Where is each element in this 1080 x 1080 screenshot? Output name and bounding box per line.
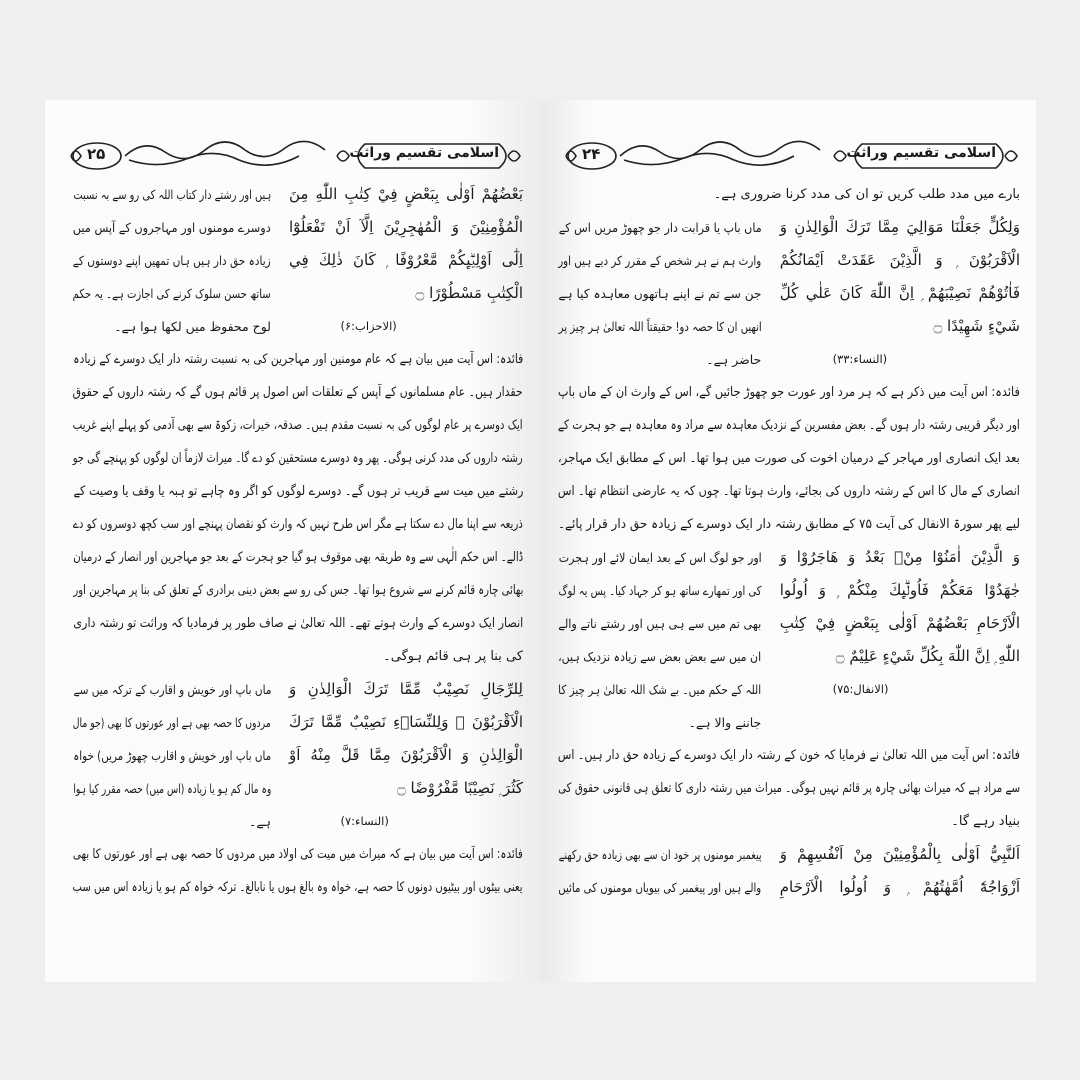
translation-line: جاننے والا ہے۔ [688, 715, 762, 730]
translation-line: ماں باپ اور خویش و اقارب چھوڑ مریں) خواہ [73, 748, 271, 763]
page-number: ۲۴ [582, 145, 601, 163]
book-page-left [45, 100, 539, 982]
translation-line: کی اور تمھارے ساتھ ہو کر جہاد کیا۔ پس یہ لوگ [558, 583, 762, 598]
arabic-verse [780, 838, 1020, 904]
translation-line: ہے۔ [249, 814, 271, 829]
text-line: رشتہ داروں کی مدد کرنی ہوگی۔ پھر وہ دوسرے مستحقین کو دے گا۔ میراث لازماً ان لوگوں کو پہنچے گی جو [73, 451, 523, 466]
text-line: اور دیگر قریبی رشتہ دار ہوں گے۔ بعض مفسرین کے نزدیک معاہدہ سے مراد وہ معاہدہ ہے جو ہجرت کے [558, 418, 1020, 433]
translation-line: اور جو لوگ اس کے بعد ایمان لائے اور ہجرت [558, 550, 762, 565]
paragraph [558, 376, 1020, 541]
text-line: فائدہ: اس آیت میں ذکر ہے کہ ہر مرد اور عورت جو چھوڑ جائیں گے، اس کے وارث ان کے ماں باپ [558, 385, 1020, 400]
arabic-verse [780, 541, 1020, 739]
arabic-line: الْاَرْحَامِ بَعْضُهُمْ اَوْلٰى بِبَعْضٍ فِيْ كِتٰبِ [779, 614, 1020, 632]
arabic-line: لِلرِّجَالِ نَصِيْبٌ مِّمَّا تَرَكَ الْوَالِدٰنِ وَ [289, 680, 523, 698]
text-line: رشتے میں میت سے قریب تر ہوں گے۔ دوسرے لوگوں کو اگر وہ چاہے تو ہبہ یا وقف یا وصیت کے [73, 484, 523, 499]
text-line: بنیاد رہے گا۔ [951, 814, 1020, 829]
page-header [562, 136, 1018, 176]
paragraph [73, 838, 523, 904]
urdu-translation [73, 673, 271, 838]
urdu-translation [558, 211, 761, 376]
translation-line: ماں باپ اور خویش و اقارب کے ترکہ میں سے [73, 682, 271, 697]
arabic-line: فَاٰتُوْهُمْ نَصِيْبَهُمْ ۭ اِنَّ اللّٰهَ كَانَ عَلٰي كُلِّ [779, 284, 1020, 302]
translation-line: جن سے تم نے اپنے ہاتھوں معاہدہ کیا ہے [558, 286, 762, 301]
arabic-line: شَيْءٍ شَهِيْدًا ۝ [933, 317, 1020, 335]
arabic-line: الْاَقْرَبُوْنَ ۠ وَلِلنِّسَاۗءِ نَصِيْبٌ مِّمَّا تَرَكَ [289, 713, 523, 731]
translation-line: مردوں کا حصہ بھی ہے اور عورتوں کا بھی (جو مال [73, 715, 271, 730]
arabic-line: وَلِكُلٍّ جَعَلْنَا مَوَالِيَ مِمَّا تَرَكَ الْوَالِدٰنِ وَ [779, 218, 1020, 236]
urdu-translation [558, 838, 761, 904]
page-header [67, 136, 521, 176]
page-content [558, 178, 1020, 904]
text-line: ایک دوسرے پر عام لوگوں کی بہ نسبت مقدم ہیں۔ صدقہ، خیرات، زکوۃ سے بھی آدمی کو پہلے اپنے غریب [73, 418, 523, 433]
arabic-verse [780, 211, 1020, 376]
text-line: فائدہ: اس آیت میں بیان ہے کہ میراث میں میت کی اولاد میں مردوں کا حصہ بھی ہے اور عورتوں کا بھی [73, 847, 523, 862]
arabic-line: الْوَالِدٰنِ وَ الْاَقْرَبُوْنَ مِمَّا قَلَّ مِنْهُ اَوْ [289, 746, 523, 764]
arabic-line: جٰهَدُوْا مَعَكُمْ فَاُولٰۗىِٕكَ مِنْكُمْ ۭ وَ اُولُوا [779, 581, 1020, 599]
text-line: ڈالے۔ اس حکم الٰہی سے وہ طریقہ بھی موقوف ہو گیا جو ہجرت کے بعد جو مہاجرین اور انصار کے درمیان [73, 550, 523, 565]
arabic-line: الْمُؤْمِنِيْنَ وَ الْمُهٰجِرِيْنَ اِلَّآ اَنْ تَفْعَلُوْٓا [289, 218, 523, 236]
text-line: انصاری کے مال کا اس کے رشتہ داروں کی بجائے، وارث ہوتا تھا۔ چوں کہ یہ عارضی انتظام تھا۔ اس [558, 484, 1020, 499]
arabic-line: اَلنَّبِيُّ اَوْلٰى بِالْمُؤْمِنِيْنَ مِنْ اَنْفُسِهِمْ وَ [779, 845, 1020, 863]
translation-line: ہیں اور رشتے دار کتاب اللہ کی رو سے بہ نسبت [73, 187, 271, 202]
arabic-line: اَزْوَاجُهٗٓ اُمَّهٰتُهُمْ ۭ وَ اُولُوا الْاَرْحَامِ [779, 878, 1020, 896]
paragraph [73, 343, 523, 673]
text-line: بعد ایک انصاری اور مہاجر کے درمیان اخوت کی صورت میں ہوا تھا۔ اس کے مطابق ایک مہاجر، [558, 451, 1020, 466]
translation-line: زیادہ حق دار ہیں ہاں تمھیں اپنے دوستوں کے [73, 253, 271, 268]
quran-verse-block [558, 838, 1020, 904]
running-header-title: اسلامی تقسیم وراثت [349, 145, 499, 161]
quran-verse-block [73, 178, 523, 343]
arabic-line: اللّٰهِ ۭ اِنَّ اللّٰهَ بِكُلِّ شَيْءٍ عَلِيْمٌ ۝ [835, 647, 1020, 665]
translation-line: ساتھ حسن سلوک کرنے کی اجازت ہے۔ یہ حکم [73, 286, 271, 301]
text-line: بھائی چارہ قائم کرنے سے شروع ہوا تھا۔ جس کی رو سے بعض دینی برادری کے تعلق کی بنا پر مہاجرین اور [73, 583, 523, 598]
quran-verse-block [558, 211, 1020, 376]
translation-line: حاضر ہے۔ [706, 352, 762, 367]
arabic-line: كَثُرَ ۭ نَصِيْبًا مَّفْرُوْضًا ۝ [396, 779, 523, 797]
text-line: حقدار ہیں۔ عام مسلمانوں کے آپس کے تعلقات اس اصول پر قائم ہوں گے کہ رشتہ داروں کے حقوق [73, 385, 523, 400]
translation-line: وہ مال کم ہو یا زیادہ (اس میں) حصہ مقرر کیا ہوا [73, 781, 271, 796]
translation-line: بھی تم میں سے ہی ہیں اور رشتے ناتے والے [558, 616, 762, 631]
running-header-title: اسلامی تقسیم وراثت [846, 145, 996, 161]
text-line: یعنی بیٹوں اور بیٹیوں دونوں کا حصہ ہے، خواہ وہ بالغ ہوں یا نابالغ۔ ترکہ خواہ کم ہو یا زیادہ اس میں سب [72, 880, 523, 895]
verse-reference: (النساء:۷) [340, 814, 389, 828]
translation-line: وارث ہم نے ہر شخص کے مقرر کر دیے ہیں اور [558, 253, 762, 268]
book-page-right [540, 100, 1036, 982]
text-line: ذریعہ سے اپنا مال دے سکتا ہے مگر اس طرح نہیں کہ وارث کو نقصان پہنچے اور سب کچھ دوسروں کو دے [73, 517, 523, 532]
translation-line: لوح محفوظ میں لکھا ہوا ہے۔ [114, 319, 271, 334]
translation-line: انھیں ان کا حصہ دو! حقیقتاً اللہ تعالیٰ ہر چیز پر [558, 319, 762, 334]
text-line: لیے پھر سورۃ الانفال کی آیت ۷۵ کے مطابق رشتہ دار ایک دوسرے کے زیادہ حق دار قرار پائے۔ [558, 517, 1020, 532]
text-line: فائدہ: اس آیت میں بیان ہے کہ عام مومنین اور مہاجرین کی بہ نسبت رشتہ دار ایک دوسرے کے زیادہ [73, 352, 523, 367]
arabic-line: وَ الَّذِيْنَ اٰمَنُوْا مِنْۢ بَعْدُ وَ هَاجَرُوْا وَ [779, 548, 1020, 566]
urdu-translation [558, 541, 761, 739]
translation-line: ان میں سے بعض بعض سے زیادہ نزدیک ہیں، [558, 649, 762, 664]
translation-line: اللہ کے حکم میں۔ بے شک اللہ تعالیٰ ہر چیز کا [558, 682, 762, 697]
paragraph [558, 178, 1020, 211]
text-line: کی بنا پر ہی قائم ہوگی۔ [383, 649, 523, 664]
text-line: انصار ایک دوسرے کے وارث ہوتے تھے۔ اللہ تعالیٰ نے صاف طور پر فرمادیا کہ وراثت تو رشتہ داری [73, 616, 523, 631]
text-line: فائدہ: اس آیت میں اللہ تعالیٰ نے فرمایا کہ خون کے رشتہ دار ایک دوسرے کے زیادہ حق دار ہیں۔ اس [558, 748, 1020, 763]
text-line: سے مراد ہے کہ میراث بھائی چارہ پر قائم نہیں ہوگی۔ میراث میں رشتہ داری کا تعلق ہی قانونی حقوق کی [558, 781, 1020, 796]
verse-reference: (النساء:۳۳) [832, 352, 888, 366]
arabic-line: اِلٰٓى اَوْلِيٰۗىِٕكُمْ مَّعْرُوْفًا ۭ كَانَ ذٰلِكَ فِي [289, 251, 523, 269]
arabic-verse [289, 178, 523, 343]
arabic-line: الْكِتٰبِ مَسْطُوْرًا ۝ [415, 284, 523, 302]
paragraph [558, 739, 1020, 838]
translation-line: دوسرے مومنوں اور مہاجروں کے آپس میں [73, 220, 271, 235]
translation-line: والے ہیں اور پیغمبر کی بیویاں مومنوں کی مائیں [558, 880, 762, 895]
quran-verse-block [558, 541, 1020, 739]
verse-reference: (الانفال:۷۵) [832, 682, 889, 696]
text-line: بارے میں مدد طلب کریں تو ان کی مدد کرنا ضروری ہے۔ [713, 187, 1020, 202]
arabic-line: الْاَقْرَبُوْنَ ۭ وَ الَّذِيْنَ عَقَدَتْ اَيْمَانُكُمْ [779, 251, 1020, 269]
arabic-line: بَعْضُهُمْ اَوْلٰى بِبَعْضٍ فِيْ كِتٰبِ اللّٰهِ مِنَ [289, 185, 523, 203]
quran-verse-block [73, 673, 523, 838]
page-number: ۲۵ [87, 145, 106, 163]
verse-reference: (الاحزاب:۶) [340, 319, 397, 333]
translation-line: پیغمبر مومنوں پر خود ان سے بھی زیادہ حق رکھنے [558, 847, 762, 862]
translation-line: ماں باپ یا قرابت دار جو چھوڑ مریں اس کے [558, 220, 762, 235]
urdu-translation [73, 178, 271, 343]
